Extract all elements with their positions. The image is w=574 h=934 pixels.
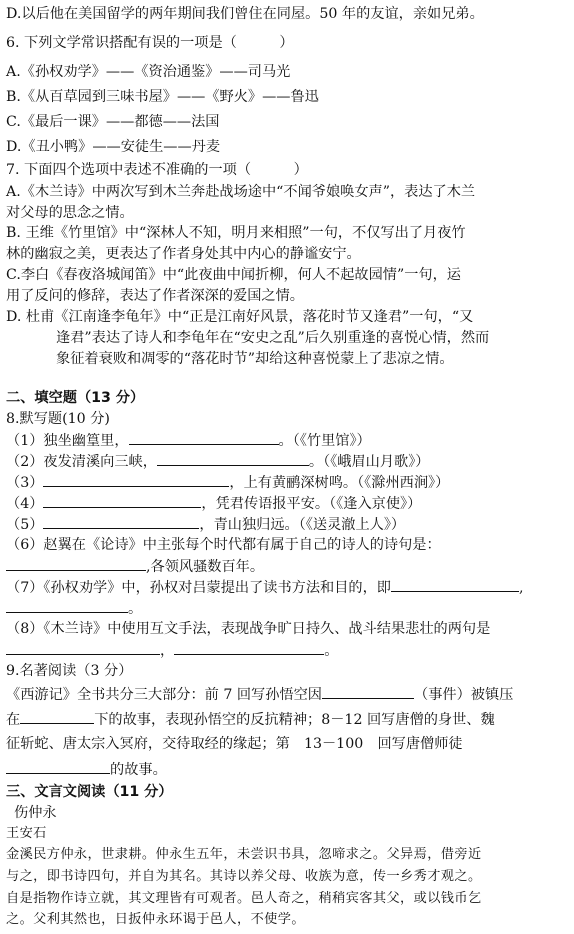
q9-text-4: 的故事。 [6,759,167,780]
fill-item-6-cont: ,各领风骚数百年。 [6,556,264,577]
q7-option-b-cont: 林的幽寂之美，更表达了作者身处其中内心的静谧安宁。 [6,246,361,262]
answer-blank[interactable] [20,709,94,724]
answer-blank[interactable] [6,556,146,571]
answer-blank[interactable] [6,640,160,655]
fill-item-8: （8）《木兰诗》中使用互文手法，表现战争旷日持久、战斗结果悲壮的两句是 [6,621,491,637]
question-6: 6. 下列文学常识搭配有误的一项是（ ） [6,35,294,51]
fill-item-2: （2）夜发清溪向三峡， 。（《峨眉山月歌》） [6,451,429,472]
answer-blank[interactable] [157,451,309,466]
essay-para-4: 之。父利其然也，日扳仲永环谒于邑人，不使学。 [6,912,305,927]
answer-blank[interactable] [391,577,519,592]
q9-text-3: 征斩蛇、唐太宗入冥府，交待取经的缘起；第 13－100 回写唐僧师徒 [6,736,463,752]
q9-text-2: 在 下的故事，表现孙悟空的反抗精神；8－12 回写唐僧的身世、魏 [6,709,495,730]
section-2-heading: 二、填空题（13 分） [6,390,145,406]
fill-item-6: （6）赵翼在《论诗》中主张每个时代都有属于自己的诗人的诗句是： [6,537,441,553]
fill-item-3: （3） ，上有黄鹂深树鸣。（《滁州西涧》） [6,472,449,493]
q7-option-d-cont1: 逢君”表达了诗人和李龟年在“安史之乱”后久别重逢的喜悦心情，然而 [56,330,490,346]
q7-option-a: A.《木兰诗》中两次写到木兰奔赴战场途中“不闻爷娘唤女声”，表达了木兰 [6,184,476,200]
q6-option-b: B.《从百草园到三味书屋》——《野火》——鲁迅 [6,89,319,105]
answer-blank[interactable] [6,598,128,613]
answer-blank[interactable] [43,472,229,487]
fill-item-7: （7）《孙权劝学》中，孙权对吕蒙提出了读书方法和目的，即 , [6,577,524,598]
fill-item-4: （4） ，凭君传语报平安。（《逢入京使》） [6,493,421,514]
essay-para-3: 自是指物作诗立就，其文理皆有可观者。邑人奇之，稍稍宾客其父，或以钱币乞 [6,891,482,906]
option-d-text: D.以后他在美国留学的两年期间我们曾住在同屋。50 年的友谊，亲如兄弟。 [6,6,484,22]
essay-para-1: 金溪民方仲永，世隶耕。仲永生五年，未尝识书具，忽啼求之。父异焉，借旁近 [6,847,482,862]
question-7: 7. 下面四个选项中表述不准确的一项（ ） [6,162,308,178]
fill-item-7-cont: 。 [6,598,142,619]
answer-blank[interactable] [129,430,279,445]
answer-blank[interactable] [322,684,414,699]
answer-blank[interactable] [6,759,110,774]
q7-option-d-cont2: 象征着衰败和凋零的“落花时节”却给这种喜悦蒙上了悲凉之情。 [56,351,454,367]
answer-blank[interactable] [174,640,324,655]
q6-option-a: A.《孙权劝学》——《资治通鉴》——司马光 [6,64,291,80]
q6-option-d: D.《丑小鸭》——安徒生——丹麦 [6,139,221,155]
q7-option-a-cont: 对父母的思念之情。 [6,205,134,221]
essay-author: 王安石 [6,826,47,841]
fill-item-1: （1）独坐幽篁里， 。（《竹里馆》） [6,430,371,451]
essay-title: 伤仲永 [14,805,57,821]
answer-blank[interactable] [43,493,201,508]
q7-option-c: C.李白《春夜洛城闻笛》中“此夜曲中闻折柳，何人不起故园情”一句，运 [6,267,461,283]
essay-para-2: 与之，即书诗四句，并自为其名。其诗以养父母、收族为意，传一乡秀才观之。 [6,869,482,884]
q7-option-c-cont: 用了反问的修辞，表达了作者深深的爱国之情。 [6,288,304,304]
fill-item-5: （5） ，青山独归远。（《送灵澈上人》） [6,514,405,535]
q7-option-d: D. 杜甫《江南逢李龟年》中“正是江南好风景，落花时节又逢君”一句，“又 [6,309,474,325]
question-8: 8.默写题(10 分) [6,411,110,427]
q7-option-b: B. 王维《竹里馆》中“深林人不知，明月来相照”一句，不仅写出了月夜竹 [6,225,466,241]
q6-option-c: C.《最后一课》——都德——法国 [6,114,220,130]
answer-blank[interactable] [43,514,199,529]
section-3-heading: 三、文言文阅读（11 分） [6,784,173,800]
question-9: 9.名著阅读（3 分） [6,663,133,679]
fill-item-8-cont: ， 。 [6,640,338,661]
q9-text-1: 《西游记》全书共分三大部分：前 7 回写孙悟空因 （事件）被镇压 [6,684,513,705]
